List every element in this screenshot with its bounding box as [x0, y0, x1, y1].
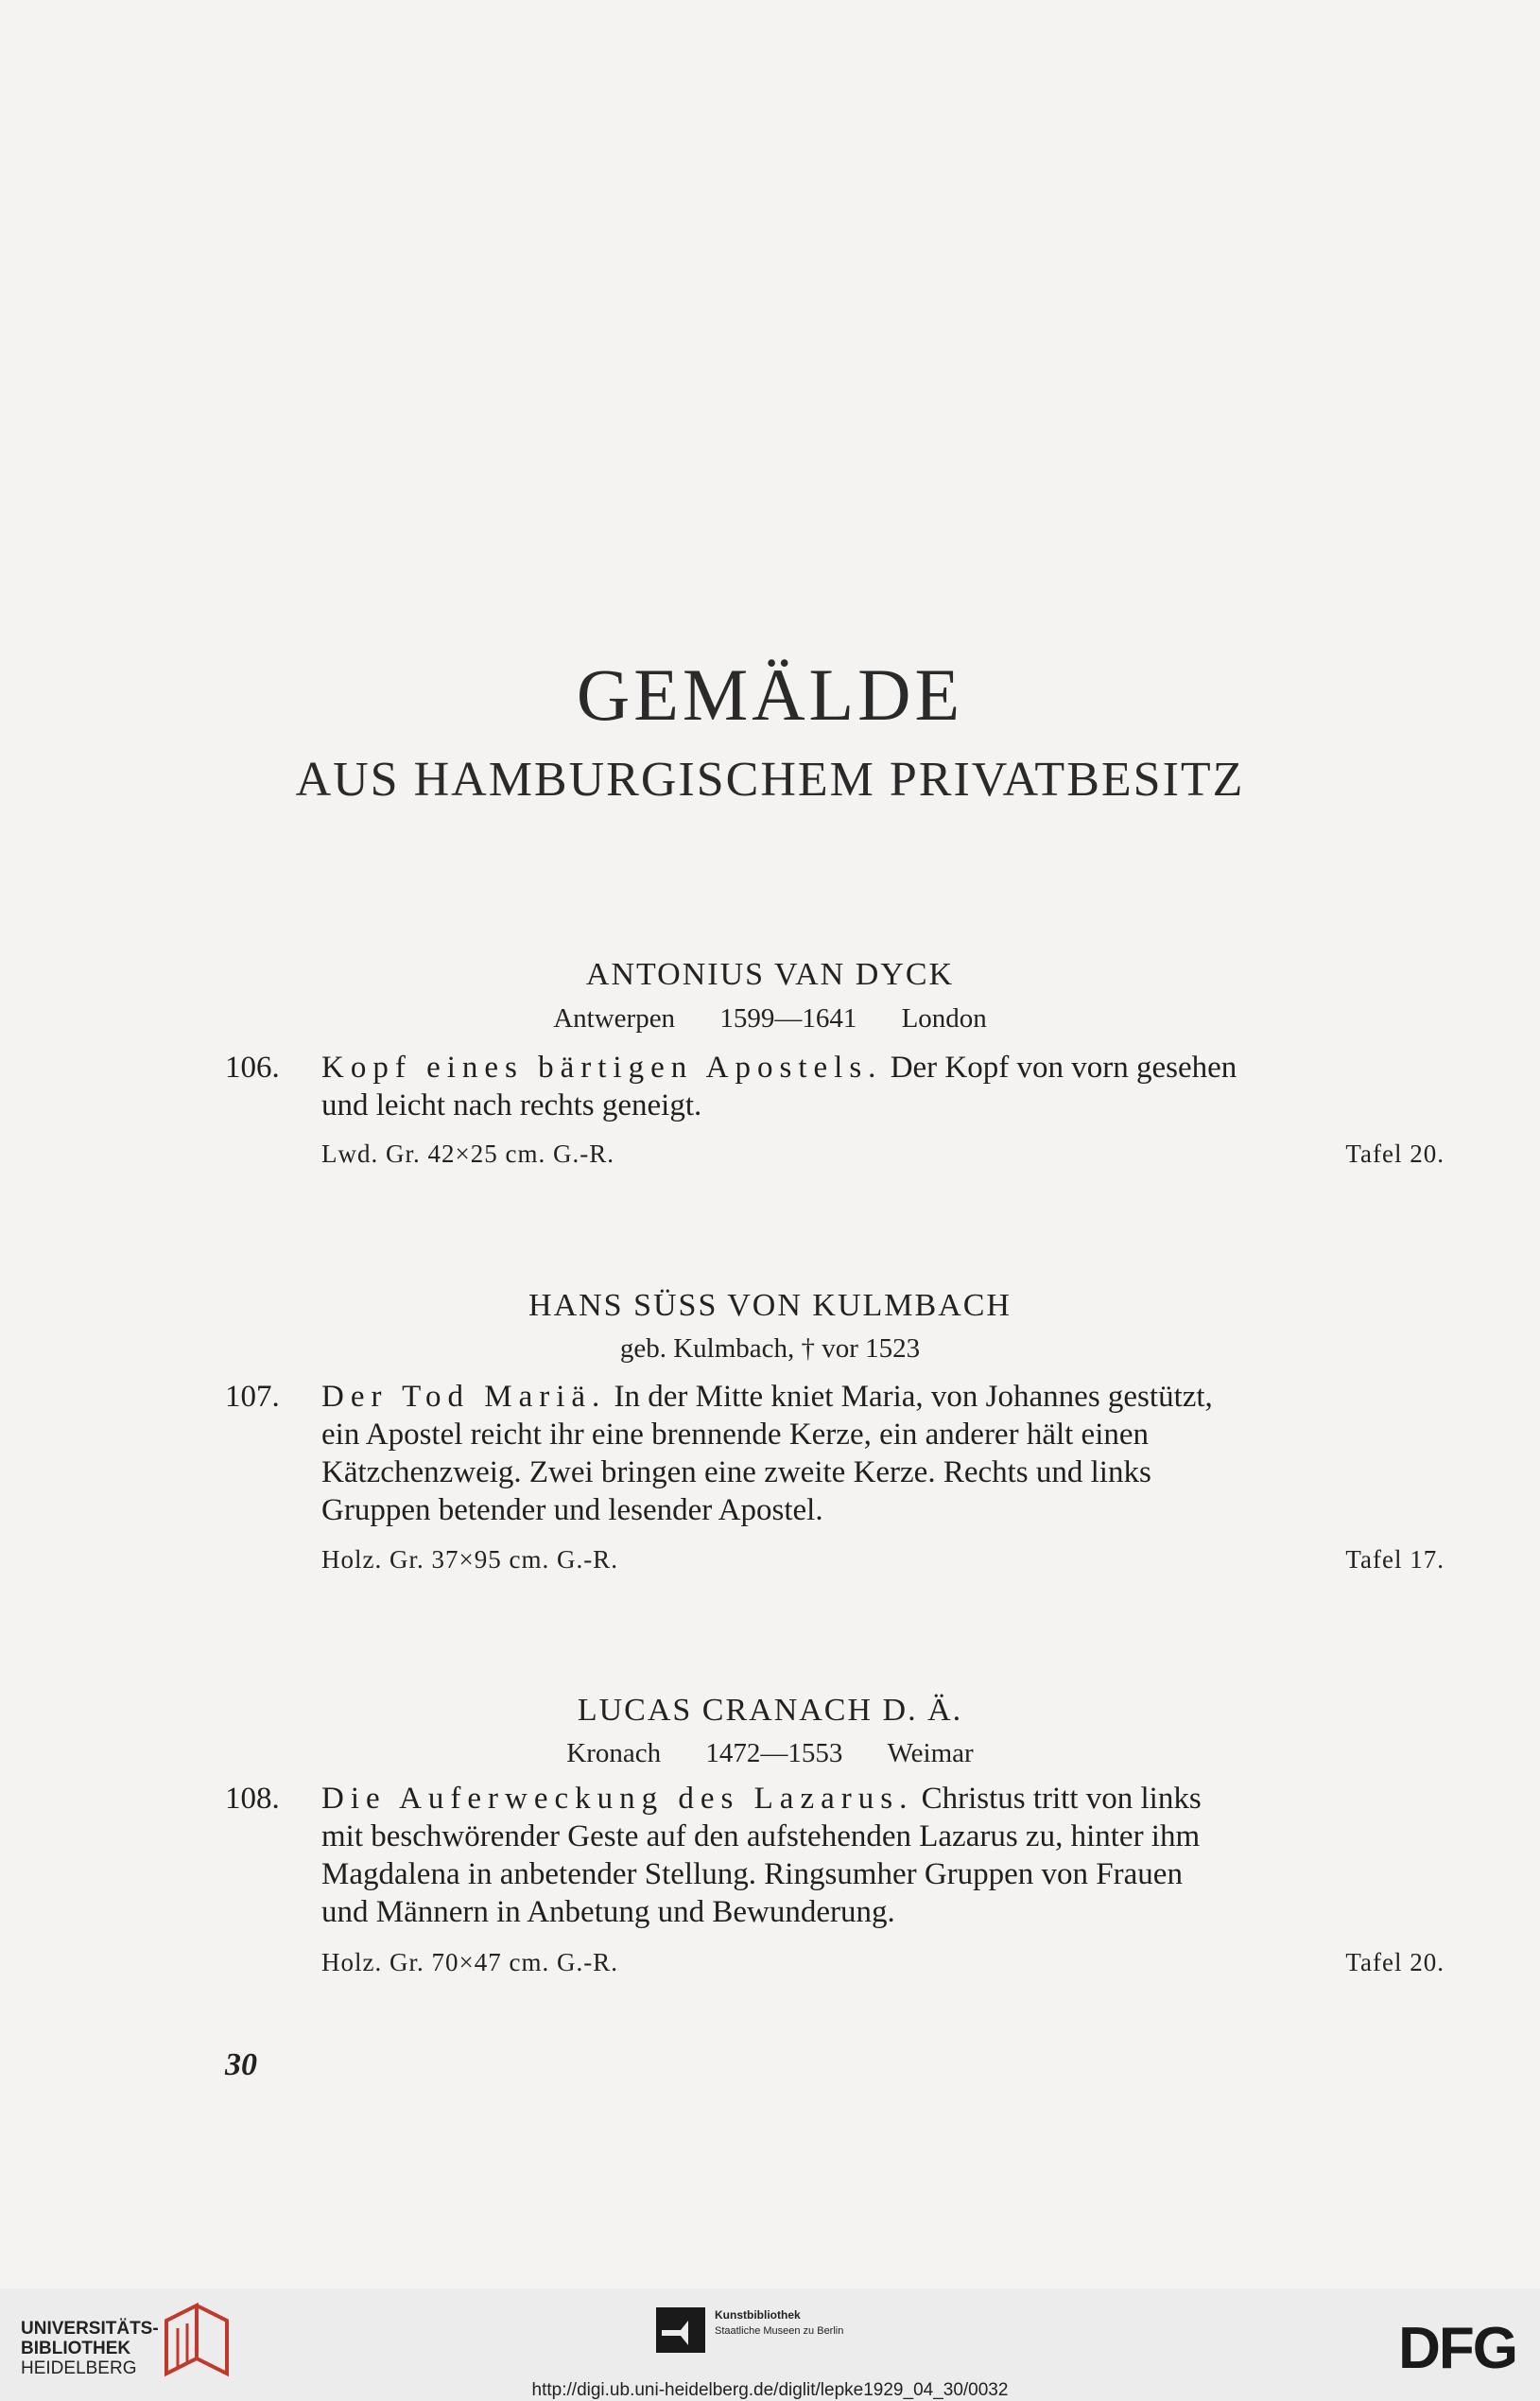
- work-title: Der Tod Mariä.: [321, 1380, 607, 1414]
- entry-number: 107.: [225, 1380, 280, 1414]
- plate-reference: Tafel 20.: [1345, 1140, 1445, 1168]
- life-dates: 1599—1641: [719, 1003, 857, 1034]
- catalog-entry: [225, 1780, 1445, 1931]
- artist-life: geb. Kulmbach, † vor 1523: [619, 1333, 921, 1364]
- birth-place: Kronach: [566, 1738, 662, 1768]
- artist-life: [0, 1738, 1540, 1769]
- library-name-line: HEIDELBERG: [21, 2358, 137, 2378]
- artist-name: LUCAS CRANACH D. Ä.: [577, 1693, 963, 1728]
- work-title: Kopf eines bärtigen Apostels.: [321, 1051, 883, 1085]
- entry-meta: [321, 1948, 1445, 1977]
- entry-meta: [321, 1545, 1445, 1575]
- entry-number: 108.: [225, 1782, 280, 1816]
- kunstbibliothek-logo-text[interactable]: [715, 2307, 843, 2339]
- kunst-subtitle: Staatliche Museen zu Berlin: [715, 2325, 844, 2337]
- description-line: und leicht nach rechts geneigt.: [321, 1088, 702, 1122]
- entry-description: [321, 1378, 1445, 1529]
- plate-reference: Tafel 20.: [1345, 1948, 1445, 1976]
- birth-place: Antwerpen: [553, 1003, 676, 1034]
- catalog-entry: [225, 1049, 1445, 1124]
- medium-size: Lwd. Gr. 42×25 cm. G.-R.: [321, 1140, 614, 1168]
- catalog-entry: [225, 1378, 1445, 1529]
- kunstbibliothek-logo-icon: [656, 2307, 705, 2353]
- artist-life: [0, 1003, 1540, 1035]
- dfg-logo[interactable]: DFG: [1398, 2316, 1516, 2381]
- life-dates: 1472—1553: [705, 1738, 843, 1768]
- description-line: und Männern in Anbetung und Bewunderung.: [321, 1895, 895, 1929]
- artist-name: HANS SÜSS VON KULMBACH: [528, 1288, 1012, 1323]
- permalink-url[interactable]: http://digi.ub.uni-heidelberg.de/diglit/lepke1929_04_30/0032: [531, 2380, 1009, 2400]
- library-name-line: BIBLIOTHEK: [21, 2339, 131, 2358]
- plate-reference: Tafel 17.: [1345, 1545, 1445, 1574]
- medium-size: Holz. Gr. 70×47 cm. G.-R.: [321, 1948, 618, 1976]
- death-place: Weimar: [887, 1738, 974, 1768]
- description-line: In der Mitte kniet Maria, von Johannes gestützt,: [606, 1380, 1213, 1414]
- description-line: Magdalena in anbetender Stellung. Ringsumher Gruppen von Frauen: [321, 1857, 1183, 1891]
- description-line: Gruppen betender und lesender Apostel.: [321, 1493, 823, 1527]
- university-library-logo-icon: [159, 2302, 238, 2377]
- description-line: Christus tritt von links: [913, 1782, 1202, 1816]
- library-name-line: UNIVERSITÄTS-: [21, 2319, 159, 2339]
- work-title: Die Auferweckung des Lazarus.: [321, 1782, 914, 1816]
- entry-description: [321, 1780, 1445, 1931]
- university-library-logo-text[interactable]: [21, 2319, 163, 2378]
- description-line: ein Apostel reicht ihr eine brennende Kerze, ein anderer hält einen: [321, 1418, 1150, 1452]
- kunst-name: Kunstbibliothek: [715, 2308, 801, 2322]
- entry-number: 106.: [225, 1051, 280, 1085]
- artist-name: ANTONIUS VAN DYCK: [585, 957, 955, 992]
- entry-meta: [321, 1140, 1445, 1169]
- death-place: London: [901, 1003, 987, 1034]
- medium-size: Holz. Gr. 37×95 cm. G.-R.: [321, 1545, 618, 1574]
- entry-description: [321, 1049, 1445, 1124]
- description-line: mit beschwörender Geste auf den aufstehenden Lazarus zu, hinter ihm: [321, 1819, 1201, 1853]
- description-line: Der Kopf von vorn gesehen: [882, 1051, 1237, 1085]
- description-line: Kätzchenzweig. Zwei bringen eine zweite Kerze. Rechts und links: [321, 1455, 1151, 1489]
- catalog-subtitle: AUS HAMBURGISCHEM PRIVATBESITZ: [295, 753, 1245, 807]
- page-number: 30: [225, 2047, 257, 2082]
- catalog-title: GEMÄLDE: [576, 653, 964, 736]
